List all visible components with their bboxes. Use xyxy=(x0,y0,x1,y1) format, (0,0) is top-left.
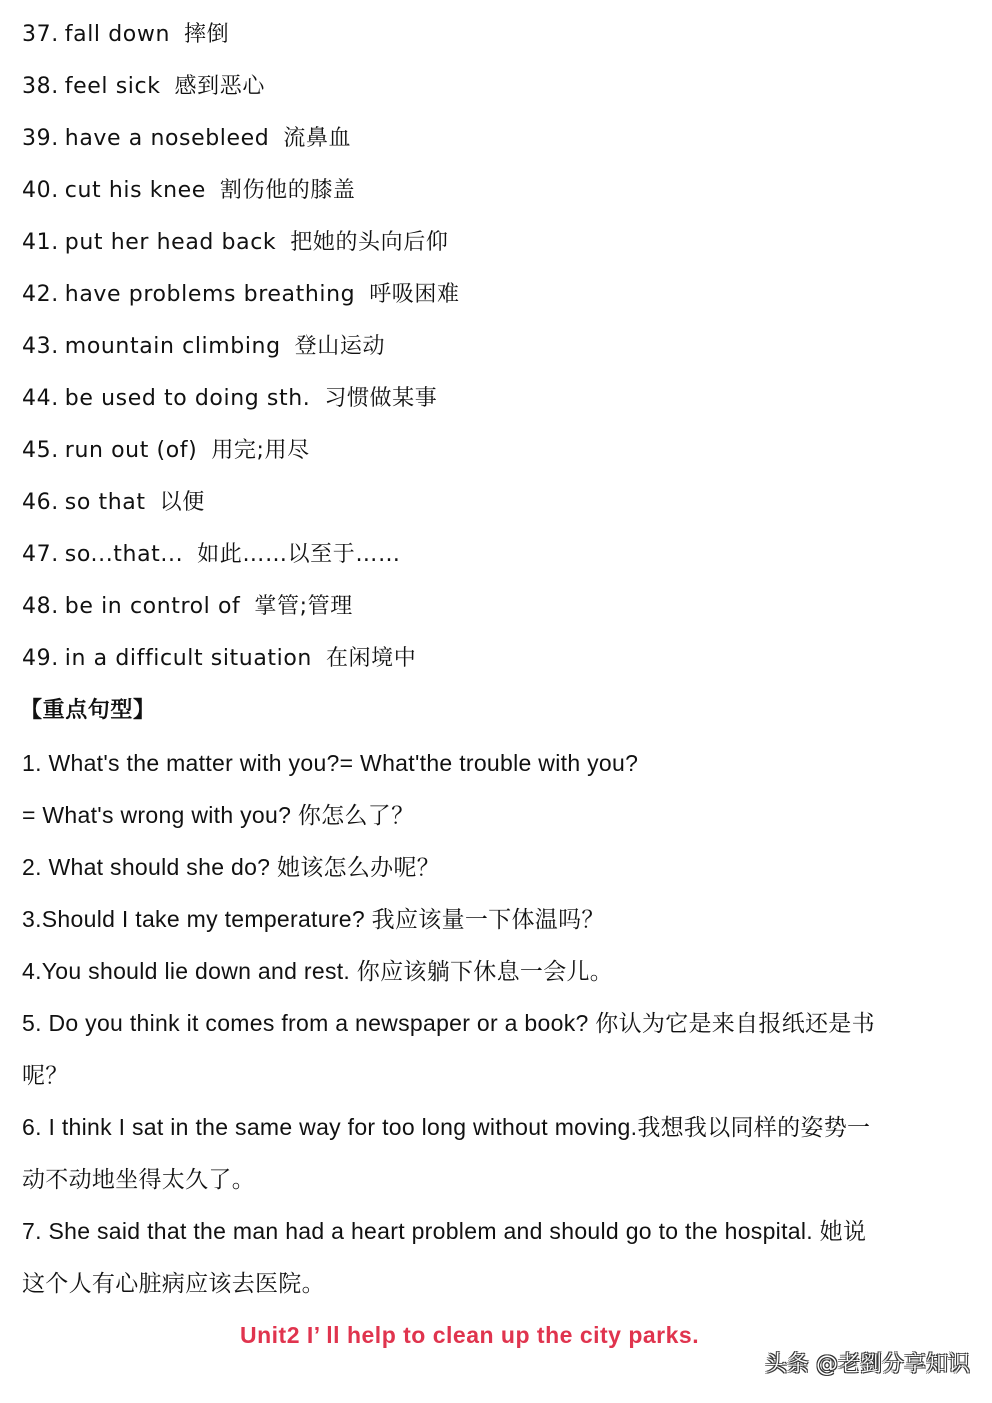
phrase-chinese: 以便 xyxy=(159,490,205,515)
phrase-number: 40. xyxy=(22,178,59,203)
phrase-english: fall down xyxy=(64,22,171,47)
sentence-line: 这个人有心脏病应该去医院。 xyxy=(22,1270,325,1296)
phrase-item xyxy=(22,280,460,310)
phrase-item xyxy=(22,332,385,362)
unit-title: Unit2 I’ ll help to clean up the city parks. xyxy=(240,1322,700,1348)
phrase-english: be used to doing sth. xyxy=(64,386,311,411)
phrase-english: be in control of xyxy=(64,594,241,619)
phrase-english: cut his knee xyxy=(64,178,206,203)
phrase-item xyxy=(22,72,265,102)
phrase-english: mountain climbing xyxy=(64,334,281,359)
phrase-number: 47. xyxy=(22,542,59,567)
sentence-line: 2. What should she do? 她该怎么办呢？ xyxy=(22,854,441,880)
section-heading: 【重点句型】 xyxy=(20,698,156,723)
phrase-chinese: 感到恶心 xyxy=(174,74,265,99)
sentence-line: 呢？ xyxy=(22,1062,69,1088)
sentence-line: 3.Should I take my temperature? 我应该量一下体温吗？ xyxy=(22,906,605,932)
phrase-number: 39. xyxy=(22,126,59,151)
phrase-number: 38. xyxy=(22,74,59,99)
phrase-item xyxy=(22,176,356,206)
watermark: 头条 @老劉分享知识 xyxy=(765,1352,970,1377)
phrase-chinese: 如此……以至于…… xyxy=(197,542,401,567)
phrase-item xyxy=(22,436,310,466)
phrase-chinese: 在闲境中 xyxy=(325,646,417,671)
sentence-line: 1. What's the matter with you?= What'the trouble with you? xyxy=(22,750,639,776)
sentence-line: 5. Do you think it comes from a newspaper or a book? 你认为它是来自报纸还是书 xyxy=(22,1010,875,1036)
phrase-item xyxy=(22,540,401,570)
phrase-number: 42. xyxy=(22,282,59,307)
phrase-item xyxy=(22,644,416,674)
phrase-english: run out (of) xyxy=(64,438,198,463)
sentence-line: 7. She said that the man had a heart problem and should go to the hospital. 她说 xyxy=(22,1218,867,1244)
phrase-item xyxy=(22,592,353,622)
phrase-english: feel sick xyxy=(64,74,161,99)
phrase-english: so...that... xyxy=(64,542,184,567)
phrase-number: 44. xyxy=(22,386,59,411)
phrase-chinese: 流鼻血 xyxy=(283,126,352,151)
sentence-line: 4.You should lie down and rest. 你应该躺下休息一会儿。 xyxy=(22,958,614,984)
phrase-number: 37. xyxy=(22,22,59,47)
phrase-chinese: 习惯做某事 xyxy=(324,386,438,411)
phrase-chinese: 登山运动 xyxy=(294,334,386,359)
phrase-number: 48. xyxy=(22,594,59,619)
phrase-number: 41. xyxy=(22,230,59,255)
phrase-chinese: 呼吸困难 xyxy=(369,282,460,307)
phrase-number: 43. xyxy=(22,334,59,359)
phrase-number: 46. xyxy=(22,490,59,515)
phrase-english: put her head back xyxy=(64,230,277,255)
phrase-chinese: 把她的头向后仰 xyxy=(290,230,449,255)
phrase-chinese: 用完;用尽 xyxy=(211,438,310,463)
phrase-item xyxy=(22,20,229,50)
phrase-item xyxy=(22,488,205,518)
phrase-chinese: 割伤他的膝盖 xyxy=(219,178,356,203)
phrase-item xyxy=(22,228,448,258)
phrase-english: have problems breathing xyxy=(64,282,356,307)
phrase-number: 49. xyxy=(22,646,59,671)
sentence-line: = What's wrong with you? 你怎么了？ xyxy=(22,802,415,828)
phrase-english: have a nosebleed xyxy=(64,126,270,151)
phrase-item xyxy=(22,124,351,154)
phrase-chinese: 摔倒 xyxy=(184,22,230,47)
phrase-chinese: 掌管;管理 xyxy=(254,594,353,619)
phrase-english: in a difficult situation xyxy=(64,646,312,671)
sentence-line: 6. I think I sat in the same way for too long without moving.我想我以同样的姿势一 xyxy=(22,1114,871,1140)
sentence-line: 动不动地坐得太久了。 xyxy=(22,1166,255,1192)
phrase-item xyxy=(22,384,437,414)
phrase-english: so that xyxy=(64,490,146,515)
phrase-number: 45. xyxy=(22,438,59,463)
